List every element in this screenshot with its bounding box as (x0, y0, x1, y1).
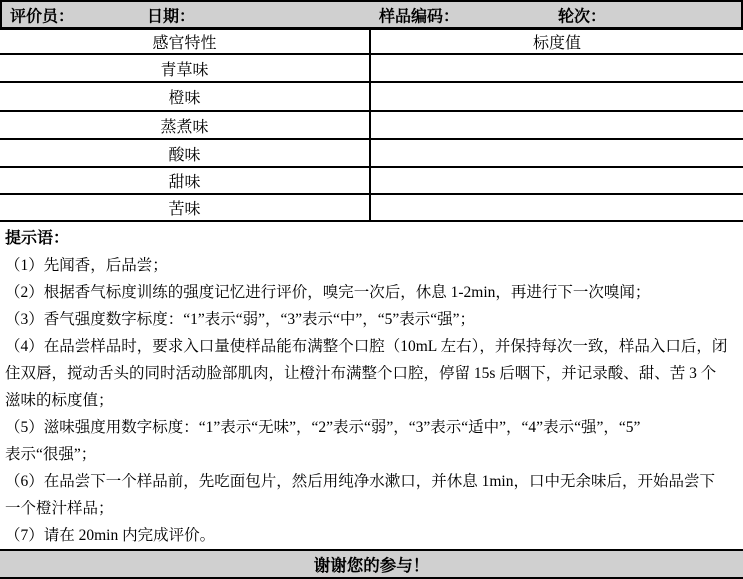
instructions-heading: 提示语： (5, 230, 70, 247)
instruction-line: 一个橙汁样品； (5, 500, 114, 517)
table-row (0, 83, 743, 112)
instruction-line: （4）在品尝样品时，要求入口量使样品能布满整个口腔（10mL 左右），并保持每次一致，样品入口后，闭 (5, 338, 728, 355)
scale-value-cell[interactable] (371, 83, 743, 110)
instruction-line: （5）滋味强度用数字标度：“1”表示“无味”，“2”表示“弱”，“3”表示“适中”，“4”表示“强”，“5” (5, 419, 641, 436)
form-header (0, 0, 743, 30)
thank-you-message: 谢谢您的参与！ (313, 556, 430, 575)
scale-value-column-header: 标度值 (532, 35, 581, 52)
footer-banner (0, 549, 743, 579)
scale-value-cell[interactable] (371, 55, 743, 81)
table-row (0, 168, 743, 195)
attribute-column-header: 感官特性 (0, 30, 371, 53)
instruction-line: （1）先闻香，后品尝； (5, 257, 168, 274)
table-row (0, 140, 743, 168)
scale-value-cell[interactable] (371, 140, 743, 166)
table-row (0, 55, 743, 83)
scale-table (0, 30, 743, 222)
instruction-line: （7）请在 20min 内完成评价。 (5, 527, 216, 544)
sample-code-label: 样品编码： (379, 8, 460, 25)
instruction-line: 住双唇，搅动舌头的同时活动脸部肌肉，让橙汁布满整个口腔，停留 15s 后咽下，并记录酸、甜、苦 3 个 (5, 365, 717, 382)
date-label: 日期： (147, 8, 196, 25)
attribute-cell: 青草味 (0, 55, 371, 81)
attribute-cell: 酸味 (0, 140, 371, 166)
round-label: 轮次： (558, 8, 607, 25)
scale-value-cell[interactable] (371, 195, 743, 220)
scale-value-cell[interactable] (371, 168, 743, 193)
table-header-row (0, 30, 743, 55)
instructions-section (0, 222, 743, 549)
table-row (0, 112, 743, 140)
instruction-line: （6）在品尝下一个样品前，先吃面包片，然后用纯净水漱口，并休息 1min，口中无余味后，开始品尝下 (5, 473, 715, 490)
instruction-line: 滋味的标度值； (5, 392, 114, 409)
attribute-cell: 苦味 (0, 195, 371, 220)
table-row (0, 195, 743, 222)
instruction-line: （2）根据香气标度训练的强度记忆进行评价，嗅完一次后，休息 1-2min，再进行下一次嗅闻； (5, 284, 651, 301)
attribute-cell: 甜味 (0, 168, 371, 193)
evaluator-label: 评价员： (10, 8, 75, 25)
scale-value-cell[interactable] (371, 112, 743, 138)
attribute-cell: 蒸煮味 (0, 112, 371, 138)
attribute-cell: 橙味 (0, 83, 371, 110)
instruction-line: （3）香气强度数字标度：“1”表示“弱”，“3”表示“中”，“5”表示“强”； (5, 311, 476, 328)
instruction-line: 表示“很强”； (5, 446, 97, 463)
